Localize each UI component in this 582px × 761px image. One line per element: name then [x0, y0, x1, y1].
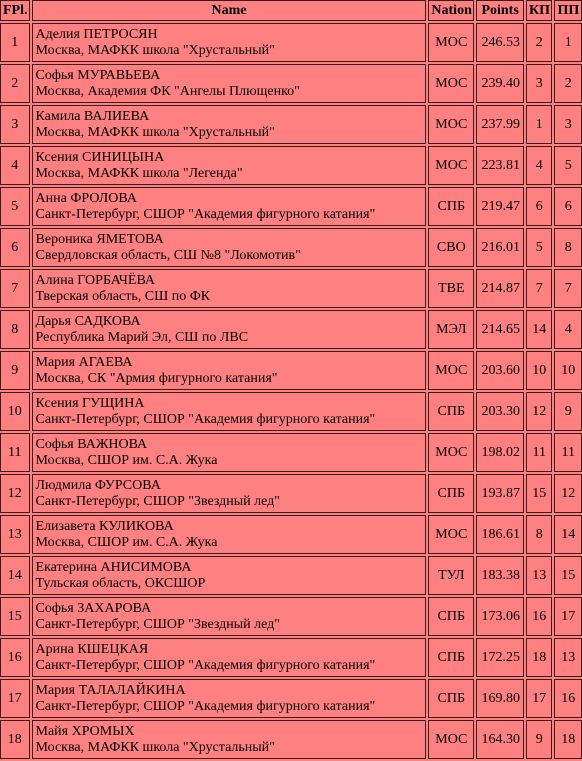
points-cell: 186.61 [476, 515, 524, 554]
header-row [0, 0, 582, 21]
skater-club: Москва, МАФКК школа "Хрустальный" [35, 42, 275, 58]
points-cell: 219.47 [476, 187, 524, 226]
free-skating-place-cell: 17 [554, 597, 582, 636]
short-program-place-cell: 10 [526, 351, 552, 390]
nation-cell: СПБ [428, 638, 474, 677]
short-program-place-cell: 13 [526, 556, 552, 595]
nation-cell: СВО [428, 228, 474, 267]
table-row [0, 187, 582, 226]
skater-name: Аделия ПЕТРОСЯН [35, 26, 158, 42]
table-row [0, 351, 582, 390]
short-program-place-cell: 6 [526, 187, 552, 226]
place-cell: 6 [0, 228, 30, 267]
skater-club: Тульская область, ОКСШОР [35, 575, 206, 591]
skater-name: Майя ХРОМЫХ [35, 723, 135, 739]
place-cell: 14 [0, 556, 30, 595]
skater-club: Москва, Академия ФК "Ангелы Плющенко" [35, 83, 300, 99]
free-skating-place-cell: 1 [554, 23, 582, 62]
short-program-place-cell: 1 [526, 105, 552, 144]
free-skating-place-cell: 15 [554, 556, 582, 595]
skater-cell [32, 351, 427, 390]
nation-cell: МОС [428, 146, 474, 185]
skater-name: Дарья САДКОВА [35, 313, 141, 329]
points-cell: 239.40 [476, 64, 524, 103]
short-program-place-cell: 2 [526, 23, 552, 62]
skater-cell [32, 597, 427, 636]
table-row [0, 269, 582, 308]
place-cell: 18 [0, 720, 30, 759]
short-program-place-cell: 11 [526, 433, 552, 472]
place-cell: 7 [0, 269, 30, 308]
place-cell: 16 [0, 638, 30, 677]
place-cell: 1 [0, 23, 30, 62]
free-skating-place-cell: 12 [554, 474, 582, 513]
skater-cell [32, 23, 427, 62]
skater-name: Алина ГОРБАЧЁВА [35, 272, 156, 288]
place-cell: 9 [0, 351, 30, 390]
short-program-place-cell: 17 [526, 679, 552, 718]
free-skating-place-cell: 10 [554, 351, 582, 390]
skater-name: Вероника ЯМЕТОВА [35, 231, 164, 247]
nation-cell: МОС [428, 515, 474, 554]
free-skating-place-cell: 13 [554, 638, 582, 677]
short-program-place-cell: 12 [526, 392, 552, 431]
points-cell: 193.87 [476, 474, 524, 513]
skater-name: Елизавета КУЛИКОВА [35, 518, 174, 534]
table-row [0, 228, 582, 267]
skater-club: Санкт-Петербург, СШОР "Звездный лед" [35, 616, 281, 632]
skater-name: Анна ФРОЛОВА [35, 190, 137, 206]
free-skating-place-cell: 6 [554, 187, 582, 226]
skater-club: Санкт-Петербург, СШОР "Академия фигурного катания" [35, 698, 376, 714]
place-cell: 8 [0, 310, 30, 349]
skater-club: Москва, СК "Армия фигурного катания" [35, 370, 278, 386]
free-skating-place-cell: 4 [554, 310, 582, 349]
free-skating-place-cell: 14 [554, 515, 582, 554]
free-skating-place-cell: 11 [554, 433, 582, 472]
points-cell: 172.25 [476, 638, 524, 677]
nation-cell: СПБ [428, 597, 474, 636]
short-program-place-cell: 15 [526, 474, 552, 513]
short-program-place-cell: 5 [526, 228, 552, 267]
free-skating-place-cell: 7 [554, 269, 582, 308]
table-row [0, 105, 582, 144]
skater-club: Свердловская область, СШ №8 "Локомотив" [35, 247, 301, 263]
header-nation: Nation [428, 0, 474, 21]
nation-cell: СПБ [428, 474, 474, 513]
nation-cell: ТУЛ [428, 556, 474, 595]
short-program-place-cell: 18 [526, 638, 552, 677]
header-place: FPl. [0, 0, 30, 21]
place-cell: 15 [0, 597, 30, 636]
nation-cell: СПБ [428, 679, 474, 718]
skater-cell [32, 638, 427, 677]
skater-name: Софья ВАЖНОВА [35, 436, 148, 452]
free-skating-place-cell: 2 [554, 64, 582, 103]
place-cell: 13 [0, 515, 30, 554]
place-cell: 11 [0, 433, 30, 472]
short-program-place-cell: 8 [526, 515, 552, 554]
skater-name: Ксения СИНИЦЫНА [35, 149, 165, 165]
free-skating-place-cell: 8 [554, 228, 582, 267]
skater-club: Москва, МАФКК школа "Хрустальный" [35, 739, 275, 755]
short-program-place-cell: 14 [526, 310, 552, 349]
table-row [0, 638, 582, 677]
points-cell: 169.80 [476, 679, 524, 718]
skater-cell [32, 474, 427, 513]
table-row [0, 23, 582, 62]
skater-club: Москва, МАФКК школа "Легенда" [35, 165, 243, 181]
points-cell: 214.87 [476, 269, 524, 308]
skater-cell [32, 310, 427, 349]
skater-cell [32, 720, 427, 759]
points-cell: 164.30 [476, 720, 524, 759]
table-row [0, 720, 582, 759]
skater-club: Санкт-Петербург, СШОР "Академия фигурного катания" [35, 206, 376, 222]
skater-name: Екатерина АНИСИМОВА [35, 559, 192, 575]
header-name: Name [32, 0, 427, 21]
nation-cell: МЭЛ [428, 310, 474, 349]
points-cell: 203.60 [476, 351, 524, 390]
short-program-place-cell: 9 [526, 720, 552, 759]
table-row [0, 64, 582, 103]
skater-club: Санкт-Петербург, СШОР "Академия фигурного катания" [35, 657, 376, 673]
free-skating-place-cell: 5 [554, 146, 582, 185]
skater-club: Москва, СШОР им. С.А. Жука [35, 452, 218, 468]
place-cell: 12 [0, 474, 30, 513]
table-row [0, 433, 582, 472]
points-cell: 173.06 [476, 597, 524, 636]
skater-club: Санкт-Петербург, СШОР "Академия фигурного катания" [35, 411, 376, 427]
skater-cell [32, 433, 427, 472]
table-row [0, 146, 582, 185]
table-row [0, 679, 582, 718]
skater-cell [32, 679, 427, 718]
place-cell: 17 [0, 679, 30, 718]
short-program-place-cell: 16 [526, 597, 552, 636]
free-skating-place-cell: 3 [554, 105, 582, 144]
table-row [0, 556, 582, 595]
nation-cell: МОС [428, 433, 474, 472]
free-skating-place-cell: 16 [554, 679, 582, 718]
nation-cell: МОС [428, 23, 474, 62]
skater-cell [32, 269, 427, 308]
nation-cell: ТВЕ [428, 269, 474, 308]
skater-club: Тверская область, СШ по ФК [35, 288, 211, 304]
nation-cell: МОС [428, 105, 474, 144]
short-program-place-cell: 3 [526, 64, 552, 103]
skater-club: Республика Марий Эл, СШ по ЛВС [35, 329, 249, 345]
points-cell: 214.65 [476, 310, 524, 349]
skater-name: Мария ТАЛАЛАЙКИНА [35, 682, 186, 698]
nation-cell: СПБ [428, 392, 474, 431]
points-cell: 223.81 [476, 146, 524, 185]
short-program-place-cell: 7 [526, 269, 552, 308]
place-cell: 2 [0, 64, 30, 103]
skater-name: Людмила ФУРСОВА [35, 477, 161, 493]
nation-cell: МОС [428, 64, 474, 103]
free-skating-place-cell: 18 [554, 720, 582, 759]
table-row [0, 392, 582, 431]
nation-cell: СПБ [428, 187, 474, 226]
skater-cell [32, 105, 427, 144]
skater-name: Ксения ГУЩИНА [35, 395, 145, 411]
skater-name: Камила ВАЛИЕВА [35, 108, 150, 124]
header-points: Points [476, 0, 524, 21]
skater-cell [32, 392, 427, 431]
skater-name: Софья МУРАВЬЕВА [35, 67, 161, 83]
table-row [0, 474, 582, 513]
skater-cell [32, 64, 427, 103]
skater-club: Санкт-Петербург, СШОР "Звездный лед" [35, 493, 281, 509]
points-cell: 198.02 [476, 433, 524, 472]
skater-cell [32, 556, 427, 595]
place-cell: 4 [0, 146, 30, 185]
place-cell: 3 [0, 105, 30, 144]
skater-name: Софья ЗАХАРОВА [35, 600, 152, 616]
table-row [0, 597, 582, 636]
nation-cell: МОС [428, 720, 474, 759]
skater-cell [32, 187, 427, 226]
table-row [0, 310, 582, 349]
points-cell: 237.99 [476, 105, 524, 144]
skater-club: Москва, СШОР им. С.А. Жука [35, 534, 218, 550]
nation-cell: МОС [428, 351, 474, 390]
points-cell: 216.01 [476, 228, 524, 267]
place-cell: 5 [0, 187, 30, 226]
points-cell: 183.38 [476, 556, 524, 595]
skater-cell [32, 515, 427, 554]
skater-name: Мария АГАЕВА [35, 354, 133, 370]
free-skating-place-cell: 9 [554, 392, 582, 431]
header-free-skating: ПП [554, 0, 582, 21]
table-row [0, 515, 582, 554]
skater-cell [32, 146, 427, 185]
header-short-program: КП [526, 0, 552, 21]
points-cell: 203.30 [476, 392, 524, 431]
place-cell: 10 [0, 392, 30, 431]
points-cell: 246.53 [476, 23, 524, 62]
short-program-place-cell: 4 [526, 146, 552, 185]
skater-cell [32, 228, 427, 267]
skater-name: Арина КШЕЦКАЯ [35, 641, 149, 657]
skater-club: Москва, МАФКК школа "Хрустальный" [35, 124, 275, 140]
